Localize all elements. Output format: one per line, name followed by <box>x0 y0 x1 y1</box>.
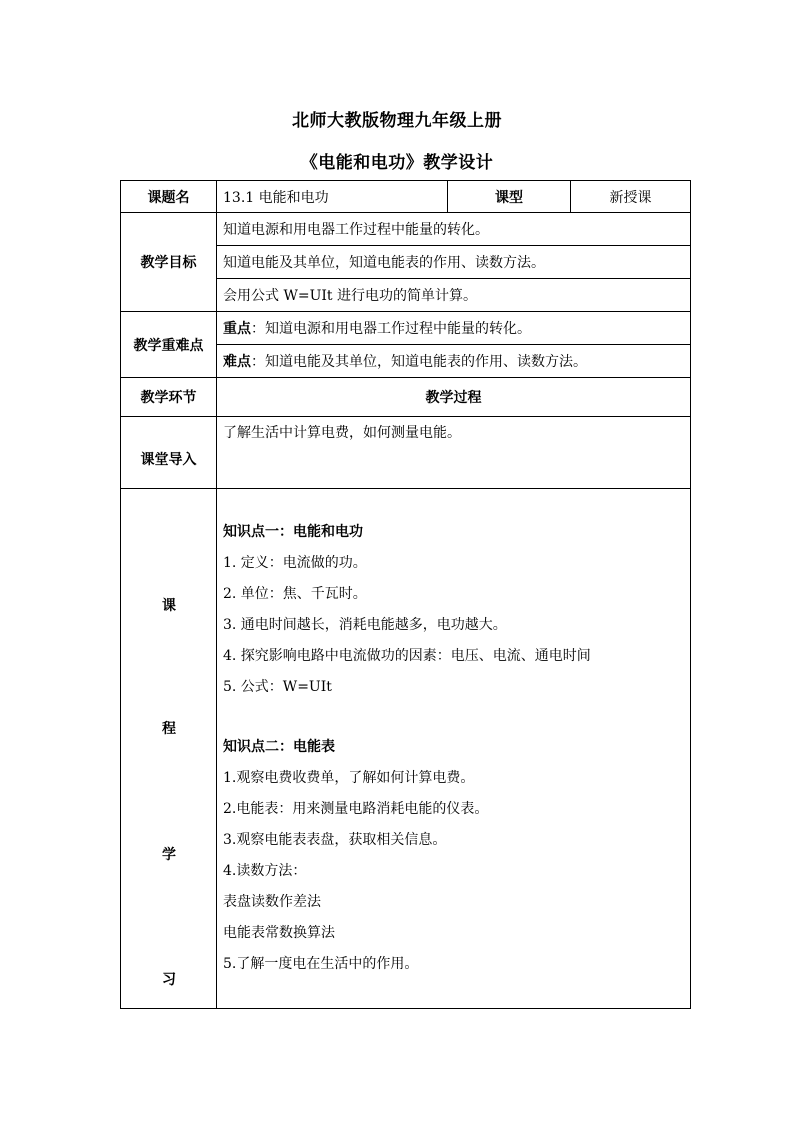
knowledge-item: 4. 探究影响电路中电流做功的因素：电压、电流、通电时间 <box>223 648 591 664</box>
section-label: 教学环节 <box>121 378 217 417</box>
process-label: 教学过程 <box>217 378 691 417</box>
objectives-label: 教学目标 <box>121 213 217 312</box>
intro-label <box>121 417 217 489</box>
course-label-vertical <box>121 489 216 1007</box>
spacer <box>223 703 684 732</box>
intro-row <box>121 417 691 489</box>
difficult-point-text: ：知道电能及其单位，知道电能表的作用、读数方法。 <box>251 354 587 370</box>
knowledge-item: 4.读数方法： <box>223 863 307 879</box>
lesson-type-label: 课型 <box>448 181 571 213</box>
knowledge-item: 5.了解一度电在生活中的作用。 <box>223 956 419 972</box>
objective-row <box>121 213 691 246</box>
key-difficult-label: 教学重难点 <box>121 312 217 378</box>
intro-text: 了解生活中计算电费，如何测量电能。 <box>217 417 691 489</box>
intro-label-text: 课堂导入 <box>140 451 197 468</box>
document-subtitle: 《电能和电功》教学设计 <box>300 153 494 173</box>
course-label-char: 习 <box>162 972 176 988</box>
course-label-char: 课 <box>162 598 176 614</box>
course-row <box>121 489 691 1009</box>
knowledge-item: 5. 公式：W=UIt <box>223 679 332 695</box>
knowledge-item: 3. 通电时间越长，消耗电能越多，电功越大。 <box>223 617 507 633</box>
objective-item: 知道电源和用电器工作过程中能量的转化。 <box>217 213 691 246</box>
lesson-plan-table <box>120 180 691 1009</box>
course-label-cell <box>121 489 217 1009</box>
knowledge-item: 3.观察电能表表盘，获取相关信息。 <box>223 832 447 848</box>
course-content <box>217 489 691 1009</box>
difficult-point-prefix: 难点 <box>223 354 251 370</box>
objective-item: 会用公式 W=UIt 进行电功的简单计算。 <box>217 279 691 312</box>
section-header-row <box>121 378 691 417</box>
key-point-prefix: 重点 <box>223 321 251 337</box>
key-point-row <box>121 312 691 345</box>
knowledge-item: 1. 定义：电流做的功。 <box>223 555 367 571</box>
knowledge-item: 2. 单位：焦、千瓦时。 <box>223 586 367 602</box>
difficult-point-cell <box>217 345 691 378</box>
topic-value: 13.1 电能和电功 <box>217 181 448 213</box>
knowledge-item: 2.电能表：用来测量电路消耗电能的仪表。 <box>223 801 489 817</box>
lesson-type-value: 新授课 <box>571 181 691 213</box>
knowledge-point-title: 知识点一：电能和电功 <box>223 524 363 540</box>
course-label-char: 学 <box>162 847 176 863</box>
knowledge-item: 1.观察电费收费单，了解如何计算电费。 <box>223 770 475 786</box>
topic-label: 课题名 <box>121 181 217 213</box>
key-point-text: ：知道电源和用电器工作过程中能量的转化。 <box>251 321 531 337</box>
document-title: 北师大教版物理九年级上册 <box>292 111 502 131</box>
objective-item: 知道电能及其单位，知道电能表的作用、读数方法。 <box>217 246 691 279</box>
knowledge-item: 表盘读数作差法 <box>223 894 321 910</box>
key-point-cell <box>217 312 691 345</box>
knowledge-item: 电能表常数换算法 <box>223 925 335 941</box>
course-label-char: 程 <box>162 721 176 737</box>
topic-row <box>121 181 691 213</box>
knowledge-point-title: 知识点二：电能表 <box>223 739 335 755</box>
